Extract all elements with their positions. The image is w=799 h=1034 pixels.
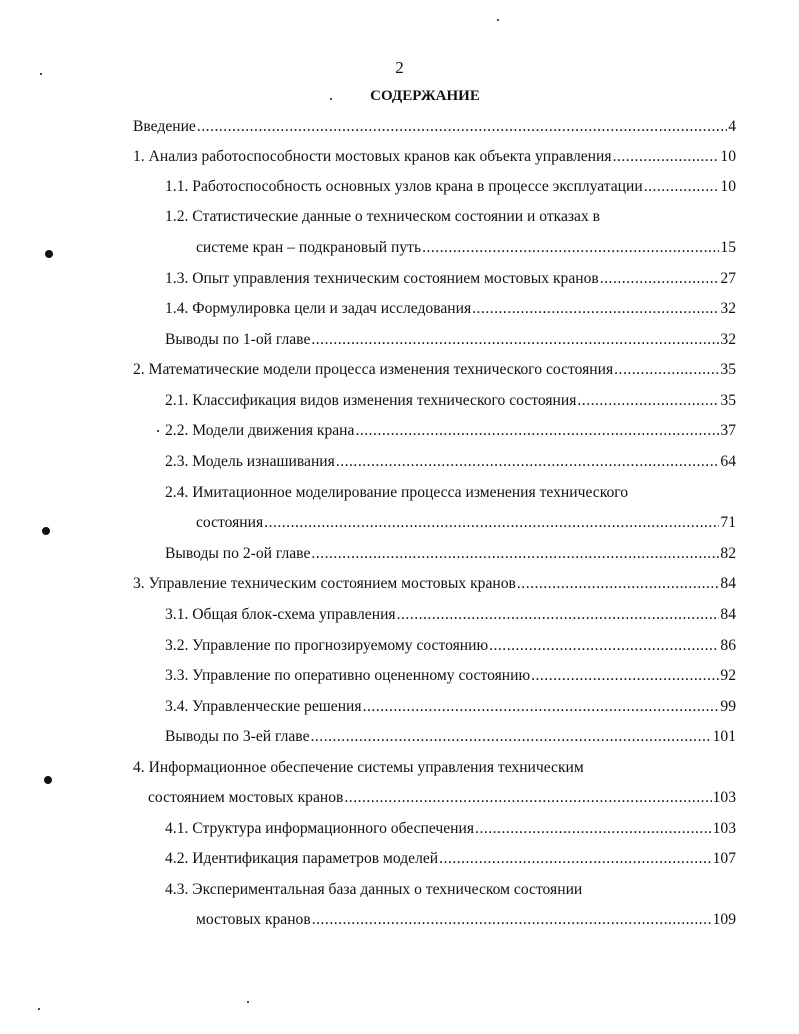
toc-entry-page: 82 bbox=[720, 545, 736, 562]
toc-entry-page: 101 bbox=[712, 728, 736, 745]
dot-leader bbox=[197, 116, 727, 138]
toc-entry-page: 103 bbox=[712, 820, 736, 837]
toc-entry bbox=[165, 543, 736, 565]
toc-entry-text: Выводы по 1-ой главе bbox=[165, 331, 311, 348]
toc-entry-text: 2. Математические модели процесса изменения технического состояния bbox=[133, 361, 614, 378]
toc-title: СОДЕРЖАНИЕ bbox=[370, 88, 480, 104]
toc-entry bbox=[165, 635, 736, 657]
toc-entry bbox=[133, 146, 736, 168]
binder-hole-mark bbox=[44, 776, 52, 784]
dot-leader bbox=[344, 787, 711, 809]
toc-entry-text: 3.4. Управленческие решения bbox=[165, 698, 362, 715]
toc-entry-text: 1.2. Статистические данные о техническом состоянии и отказах в bbox=[165, 208, 601, 225]
toc-entry-text: 2.1. Классификация видов изменения технического состояния bbox=[165, 392, 577, 409]
scan-speck bbox=[40, 73, 42, 75]
toc-entry bbox=[133, 116, 736, 138]
toc-entry bbox=[165, 176, 736, 198]
dot-leader bbox=[600, 268, 720, 290]
toc-entry bbox=[165, 726, 736, 748]
toc-entry bbox=[165, 482, 628, 504]
binder-hole-mark bbox=[42, 527, 50, 535]
toc-entry bbox=[133, 573, 736, 595]
toc-entry bbox=[165, 604, 736, 626]
dot-leader bbox=[363, 696, 720, 718]
toc-entry-text: 2.2. Модели движения крана bbox=[165, 422, 355, 439]
toc-entry-text: мостовых кранов bbox=[196, 911, 311, 928]
toc-entry-page: 84 bbox=[720, 606, 736, 623]
toc-entry-text: 1.3. Опыт управления техническим состоянием мостовых кранов bbox=[165, 270, 599, 287]
dot-leader bbox=[613, 146, 720, 168]
toc-entry-page: 86 bbox=[720, 637, 736, 654]
toc-entry-text: 1.1. Работоспособность основных узлов крана в процессе эксплуатации bbox=[165, 178, 643, 195]
toc-entry bbox=[165, 420, 736, 442]
toc-entry-text: 2.3. Модель изнашивания bbox=[165, 453, 335, 470]
dot-leader bbox=[311, 543, 719, 565]
toc-entry-page: 71 bbox=[720, 514, 736, 531]
toc-entry-page: 15 bbox=[720, 239, 736, 256]
toc-entry-text: Введение bbox=[133, 118, 196, 135]
toc-entry-text: 2.4. Имитационное моделирование процесса изменения технического bbox=[165, 484, 629, 501]
scan-speck bbox=[497, 19, 499, 21]
toc-entry-text: Выводы по 2-ой главе bbox=[165, 545, 311, 562]
dot-leader bbox=[531, 665, 719, 687]
dot-leader bbox=[577, 390, 719, 412]
toc-entry-text: 3. Управление техническим состоянием мостовых кранов bbox=[133, 575, 516, 592]
toc-entry-page: 84 bbox=[720, 575, 736, 592]
toc-entry bbox=[165, 665, 736, 687]
toc-entry-text: 4.1. Структура информационного обеспечения bbox=[165, 820, 475, 837]
toc-entry-text: 4.2. Идентификация параметров моделей bbox=[165, 850, 439, 867]
dot-leader bbox=[475, 818, 712, 840]
dot-leader bbox=[355, 420, 719, 442]
toc-entry-page: 35 bbox=[720, 392, 736, 409]
toc-entry-page: 107 bbox=[712, 850, 736, 867]
toc-entry bbox=[165, 848, 736, 870]
toc-entry-page: 32 bbox=[720, 331, 736, 348]
scan-speck bbox=[330, 98, 332, 100]
toc-entry-page: 103 bbox=[712, 789, 736, 806]
toc-entry bbox=[196, 909, 736, 931]
dot-leader bbox=[336, 451, 720, 473]
toc-entry bbox=[165, 390, 736, 412]
toc-entry-page: 109 bbox=[712, 911, 736, 928]
toc-entry-text: Выводы по 3-ей главе bbox=[165, 728, 310, 745]
toc-entry-text: 4. Информационное обеспечение системы управления техническим bbox=[133, 759, 584, 776]
dot-leader bbox=[422, 237, 719, 259]
dot-leader bbox=[614, 359, 719, 381]
toc-entry bbox=[133, 359, 736, 381]
dot-leader bbox=[264, 512, 719, 534]
toc-entry bbox=[165, 451, 736, 473]
scan-speck bbox=[247, 1001, 249, 1003]
dot-leader bbox=[644, 176, 720, 198]
dot-leader bbox=[397, 604, 720, 626]
toc-entry bbox=[148, 787, 736, 809]
toc-entry bbox=[196, 237, 736, 259]
dot-leader bbox=[472, 298, 719, 320]
toc-entry-page: 27 bbox=[720, 270, 736, 287]
toc-entry-text: 1.4. Формулировка цели и задач исследования bbox=[165, 300, 472, 317]
toc-entry-text: системе кран – подкрановый путь bbox=[196, 239, 422, 256]
dot-leader bbox=[311, 329, 719, 351]
toc-entry-text: 3.2. Управление по прогнозируемому состоянию bbox=[165, 637, 489, 654]
dot-leader bbox=[439, 848, 711, 870]
toc-entry-text: 3.1. Общая блок-схема управления bbox=[165, 606, 396, 623]
toc-entry-text: 3.3. Управление по оперативно оцененному состоянию bbox=[165, 667, 531, 684]
toc-entry-text: состоянием мостовых кранов bbox=[148, 789, 344, 806]
page-number: 2 bbox=[395, 58, 404, 77]
toc-entry-page: 10 bbox=[720, 178, 736, 195]
toc-entry bbox=[133, 757, 584, 779]
toc-entry bbox=[165, 206, 600, 228]
toc-entry-page: 92 bbox=[720, 667, 736, 684]
toc-entry bbox=[165, 268, 736, 290]
dot-leader bbox=[312, 909, 712, 931]
toc-entry-page: 37 bbox=[720, 422, 736, 439]
toc-entry bbox=[165, 818, 736, 840]
toc-entry-page: 10 bbox=[720, 148, 736, 165]
toc-entry-page: 32 bbox=[720, 300, 736, 317]
scan-speck bbox=[38, 1008, 40, 1010]
toc-entry-page: 35 bbox=[720, 361, 736, 378]
dot-leader bbox=[517, 573, 720, 595]
binder-hole-mark bbox=[45, 250, 53, 258]
dot-leader bbox=[489, 635, 719, 657]
scan-speck bbox=[157, 430, 159, 432]
toc-entry bbox=[165, 696, 736, 718]
toc-entry-text: состояния bbox=[196, 514, 264, 531]
toc-entry-page: 99 bbox=[720, 698, 736, 715]
toc-entry-text: 4.3. Экспериментальная база данных о техническом состоянии bbox=[165, 881, 583, 898]
toc-entry bbox=[165, 879, 582, 901]
toc-entry-page: 64 bbox=[720, 453, 736, 470]
toc-entry-page: 4 bbox=[728, 118, 736, 135]
toc-entry bbox=[165, 329, 736, 351]
toc-entry-text: 1. Анализ работоспособности мостовых кранов как объекта управления bbox=[133, 148, 612, 165]
dot-leader bbox=[311, 726, 712, 748]
toc-entry bbox=[196, 512, 736, 534]
toc-entry bbox=[165, 298, 736, 320]
